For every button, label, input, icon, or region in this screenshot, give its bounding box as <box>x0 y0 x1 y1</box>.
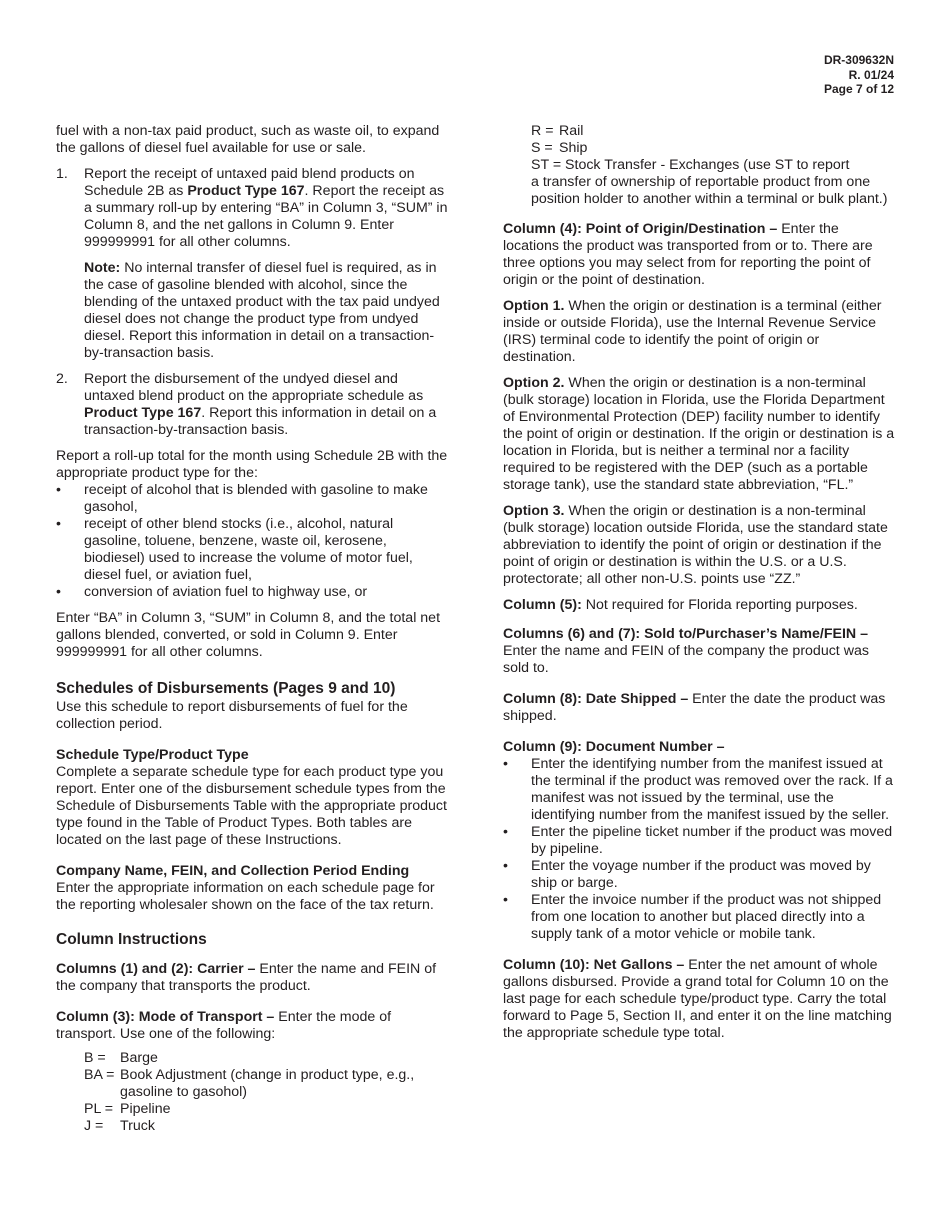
intro-paragraph: fuel with a non-tax paid product, such as waste oil, to expand the gallons of diesel fuel available for use or sale. <box>56 123 440 156</box>
list-item: PL = Pipeline <box>84 1101 171 1117</box>
schedule-type-section <box>56 747 448 849</box>
schedule-type-heading: Schedule Type/Product Type <box>56 747 249 763</box>
list-item: • Enter the voyage number if the product was moved by ship or barge. <box>503 858 871 891</box>
company-section <box>56 863 448 914</box>
column-instructions-heading: Column Instructions <box>56 931 207 948</box>
company-heading: Company Name, FEIN, and Collection Period Ending <box>56 863 410 879</box>
option-3-paragraph: Option 3. When the origin or destination is a non-terminal (bulk storage) location outside Florida, use the standard state abbreviation to identify the point of origin or destination if the point of origin or destination is within the U.S. or a U.S. protectorate; all other non-U.S. points use “ZZ.” <box>503 503 888 587</box>
page-number: Page 7 of 12 <box>823 82 894 96</box>
rollup-enter-paragraph: Enter “BA” in Column 3, “SUM” in Column 8, and the total net gallons blended, converted, or sold in Column 9. Enter 999999991 for all other columns. <box>56 610 441 660</box>
schedules-text: Use this schedule to report disbursements of fuel for the collection period. <box>56 699 408 732</box>
option-1-paragraph: Option 1. When the origin or destination is a terminal (either inside or outside Florida), use the Internal Revenue Service (IRS) terminal code to identify the point of origin or destination. <box>503 298 882 365</box>
item-number: 2. <box>56 371 68 387</box>
column-3-paragraph: Column (3): Mode of Transport – Enter the mode of transport. Use one of the following: <box>56 1009 392 1042</box>
form-number: DR-309632N <box>823 53 894 67</box>
transport-modes-list <box>84 1050 448 1135</box>
company-text: Enter the appropriate information on each schedule page for the reporting wholesaler shown on the face of the tax return. <box>56 880 435 913</box>
list-item: • Enter the pipeline ticket number if the product was moved by pipeline. <box>503 824 893 857</box>
left-column <box>56 123 448 1135</box>
list-item: • receipt of alcohol that is blended with gasoline to make gasohol, <box>56 482 428 515</box>
column-9-heading: Column (9): Document Number – <box>503 739 725 755</box>
list-item: R = Rail <box>531 123 584 139</box>
schedules-heading: Schedules of Disbursements (Pages 9 and 10) <box>56 680 396 697</box>
column-8-paragraph: Column (8): Date Shipped – Enter the date the product was shipped. <box>503 691 886 724</box>
columns-6-7-paragraph: Columns (6) and (7): Sold to/Purchaser’s Name/FEIN – Enter the name and FEIN of the company the product was sold to. <box>503 626 869 676</box>
list-item: • conversion of aviation fuel to highway use, or <box>56 584 368 600</box>
note-paragraph: Note: No internal transfer of diesel fuel is required, as in the case of gasoline blended with alcohol, since the blending of the untaxed product with the tax paid undyed diesel does not change the product type from undyed diesel. Report this information in detail on a transaction-by-transaction basis. <box>84 260 440 361</box>
list-item: • receipt of other blend stocks (i.e., alcohol, natural gasoline, toluene, benzene, waste oil, kerosene, biodiesel) used to increase the volume of motor fuel, diesel fuel, or aviation fuel, <box>56 516 413 583</box>
rollup-list <box>56 482 448 601</box>
column-9-section <box>503 739 895 943</box>
list-item: J = Truck <box>84 1118 155 1134</box>
list-item: • Enter the invoice number if the product was not shipped from one location to another but placed directly into a supply tank of a motor vehicle or mobile tank. <box>503 892 882 942</box>
rollup-intro: Report a roll-up total for the month using Schedule 2B with the appropriate product type for the: <box>56 448 448 481</box>
schedule-type-text: Complete a separate schedule type for each product type you report. Enter one of the disbursement schedule types from the Schedule of Disbursements Table with the appropriate product type found in the Table of Product Types. Both tables are located on the last page of these Instructions. <box>56 764 447 848</box>
column-9-list <box>503 756 895 943</box>
item-number: 1. <box>56 166 68 182</box>
list-item: ST = Stock Transfer - Exchanges (use ST to report a transfer of ownership of reportable product from one position holder to another within a terminal or bulk plant.) <box>531 157 888 207</box>
option-2-paragraph: Option 2. When the origin or destination is a non-terminal (bulk storage) location in Florida, use the Florida Department of Environmental Protection (DEP) facility number to identify the point of origin or destination. If the origin or destination is a location in Florida, but is neither a terminal nor a facility required to be registered with the DEP (such as a portable storage tank), use the standard state abbreviation, “FL.” <box>503 375 895 493</box>
form-header <box>824 53 894 97</box>
column-10-paragraph: Column (10): Net Gallons – Enter the net amount of whole gallons disbursed. Provide a grand total for Column 10 on the last page for each schedule type/product type. Carry the total forward to Page 5, Section II, and enter it on the line matching the appropriate schedule type total. <box>503 957 892 1041</box>
note-label: Note: <box>84 260 121 276</box>
transport-modes-list-continued <box>531 123 895 208</box>
list-item: S = Ship <box>531 140 588 156</box>
numbered-item-2: 2. Report the disbursement of the undyed diesel and untaxed blend product on the appropriate schedule as Product Type 167. Report this information in detail on a transaction-by-transaction basis. <box>56 371 437 438</box>
rollup-block <box>56 448 448 601</box>
list-item: BA = Book Adjustment (change in product type, e.g., gasoline to gasohol) <box>84 1067 415 1100</box>
form-revision: R. 01/24 <box>848 67 894 82</box>
numbered-item-1: 1. Report the receipt of untaxed paid blend products on Schedule 2B as Product Type 167. Report the receipt as a summary roll-up by entering “BA” in Column 3, “SUM” in Column 8, and the net gallons in Column 9. Enter 999999991 for all other columns. <box>56 166 448 250</box>
product-type-bold: Product Type 167 <box>84 405 202 421</box>
list-item: • Enter the identifying number from the manifest issued at the terminal if the product was removed over the rack. If a manifest was not issued by the terminal, use the identifying number from the manifest issued by the seller. <box>503 756 893 823</box>
column-5-paragraph: Column (5): Not required for Florida reporting purposes. <box>503 597 858 613</box>
list-item: B = Barge <box>84 1050 158 1066</box>
product-type-bold: Product Type 167 <box>187 183 305 199</box>
column-4-paragraph: Column (4): Point of Origin/Destination – Enter the locations the product was transported from or to. There are three options you may select from for reporting the point of origin or the point of destination. <box>503 221 873 288</box>
columns-1-2-paragraph: Columns (1) and (2): Carrier – Enter the name and FEIN of the company that transports the product. <box>56 961 437 994</box>
right-column <box>503 123 895 1051</box>
